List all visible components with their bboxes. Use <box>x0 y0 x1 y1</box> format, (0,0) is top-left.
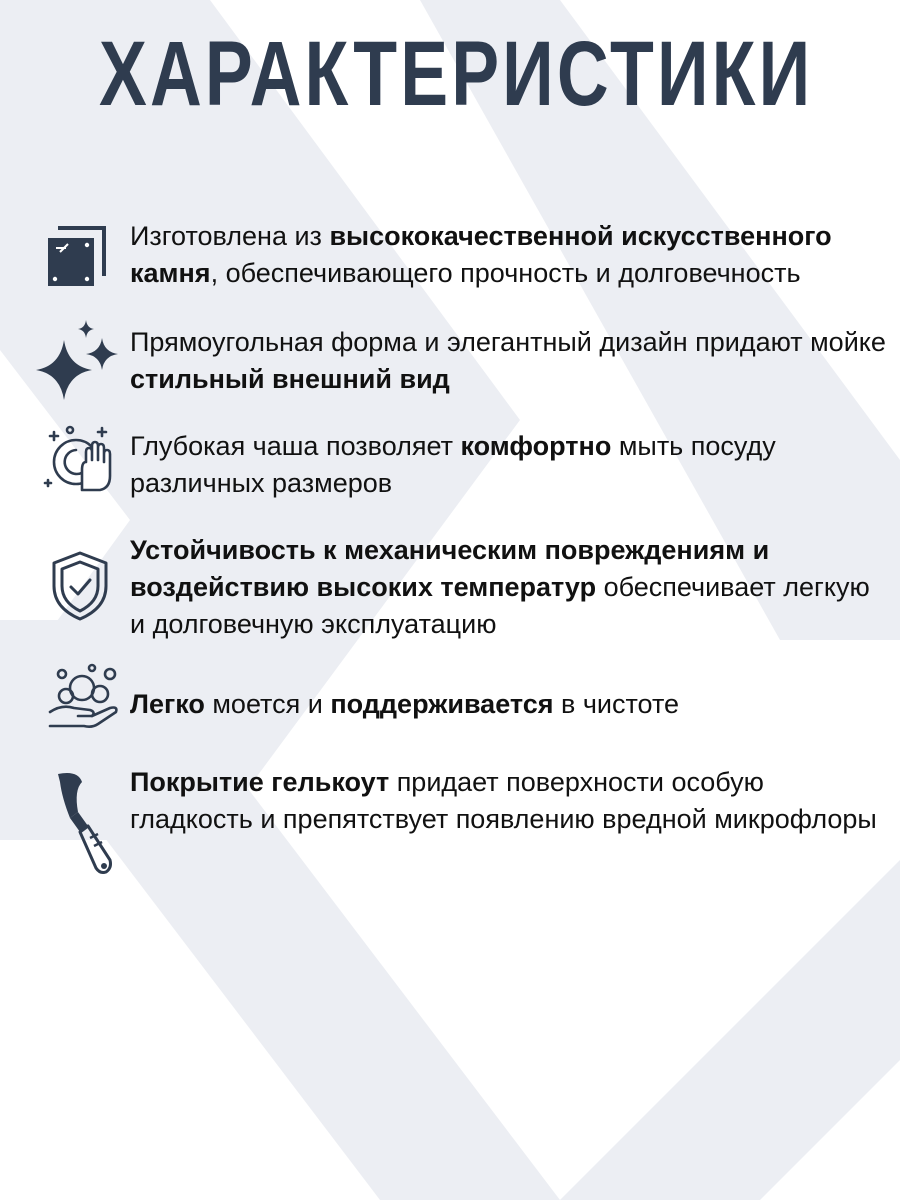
feature-4-text-1: Устойчивость к механическим повреждениям и воздействию высоких температур <box>130 535 770 602</box>
feature-3-text-1: Глубокая чаша позволяет <box>130 431 461 461</box>
feature-5-text-3: поддерживается <box>330 689 554 719</box>
feature-5-text-2: моется и <box>204 689 331 719</box>
feature-1-text-3: , обеспечивающего прочность и долговечность <box>210 258 801 288</box>
feature-5-text-1: Легко <box>130 689 205 719</box>
feature-4-text-2: обеспечивает легкую и долговечную эксплуатацию <box>130 572 870 639</box>
feature-1 <box>130 218 890 292</box>
page-title: ХАРАКТЕРИСТИКИ <box>99 23 814 125</box>
feature-5-text-4: в чистоте <box>553 689 680 719</box>
feature-3 <box>130 428 890 502</box>
feature-3-text-3: мыть посуду различных размеров <box>130 431 776 498</box>
feature-2-text-2: стильный внешний вид <box>130 364 450 394</box>
feature-2-text-1: Прямоугольная форма и элегантный дизайн придают мойке <box>130 327 886 357</box>
feature-1-text-1: Изготовлена из <box>130 221 330 251</box>
feature-6-text-1: Покрытие гелькоут <box>130 767 390 797</box>
feature-6-text-2: придает поверхности особую гладкость и препятствует появлению вредной микрофлоры <box>130 767 877 834</box>
dish-washing-icon <box>42 422 118 498</box>
sparkles-icon <box>34 320 124 404</box>
feature-2 <box>130 324 890 398</box>
feature-3-text-2: комфортно <box>460 431 612 461</box>
feature-6 <box>130 764 890 838</box>
hand-bubbles-icon <box>48 660 122 730</box>
feature-5 <box>130 686 890 723</box>
glass-panel-icon <box>46 224 110 290</box>
paint-brush-icon <box>52 768 116 878</box>
feature-1-text-2: высококачественной искусственного камня <box>130 221 832 288</box>
feature-4 <box>130 532 890 643</box>
shield-check-icon <box>50 550 110 622</box>
